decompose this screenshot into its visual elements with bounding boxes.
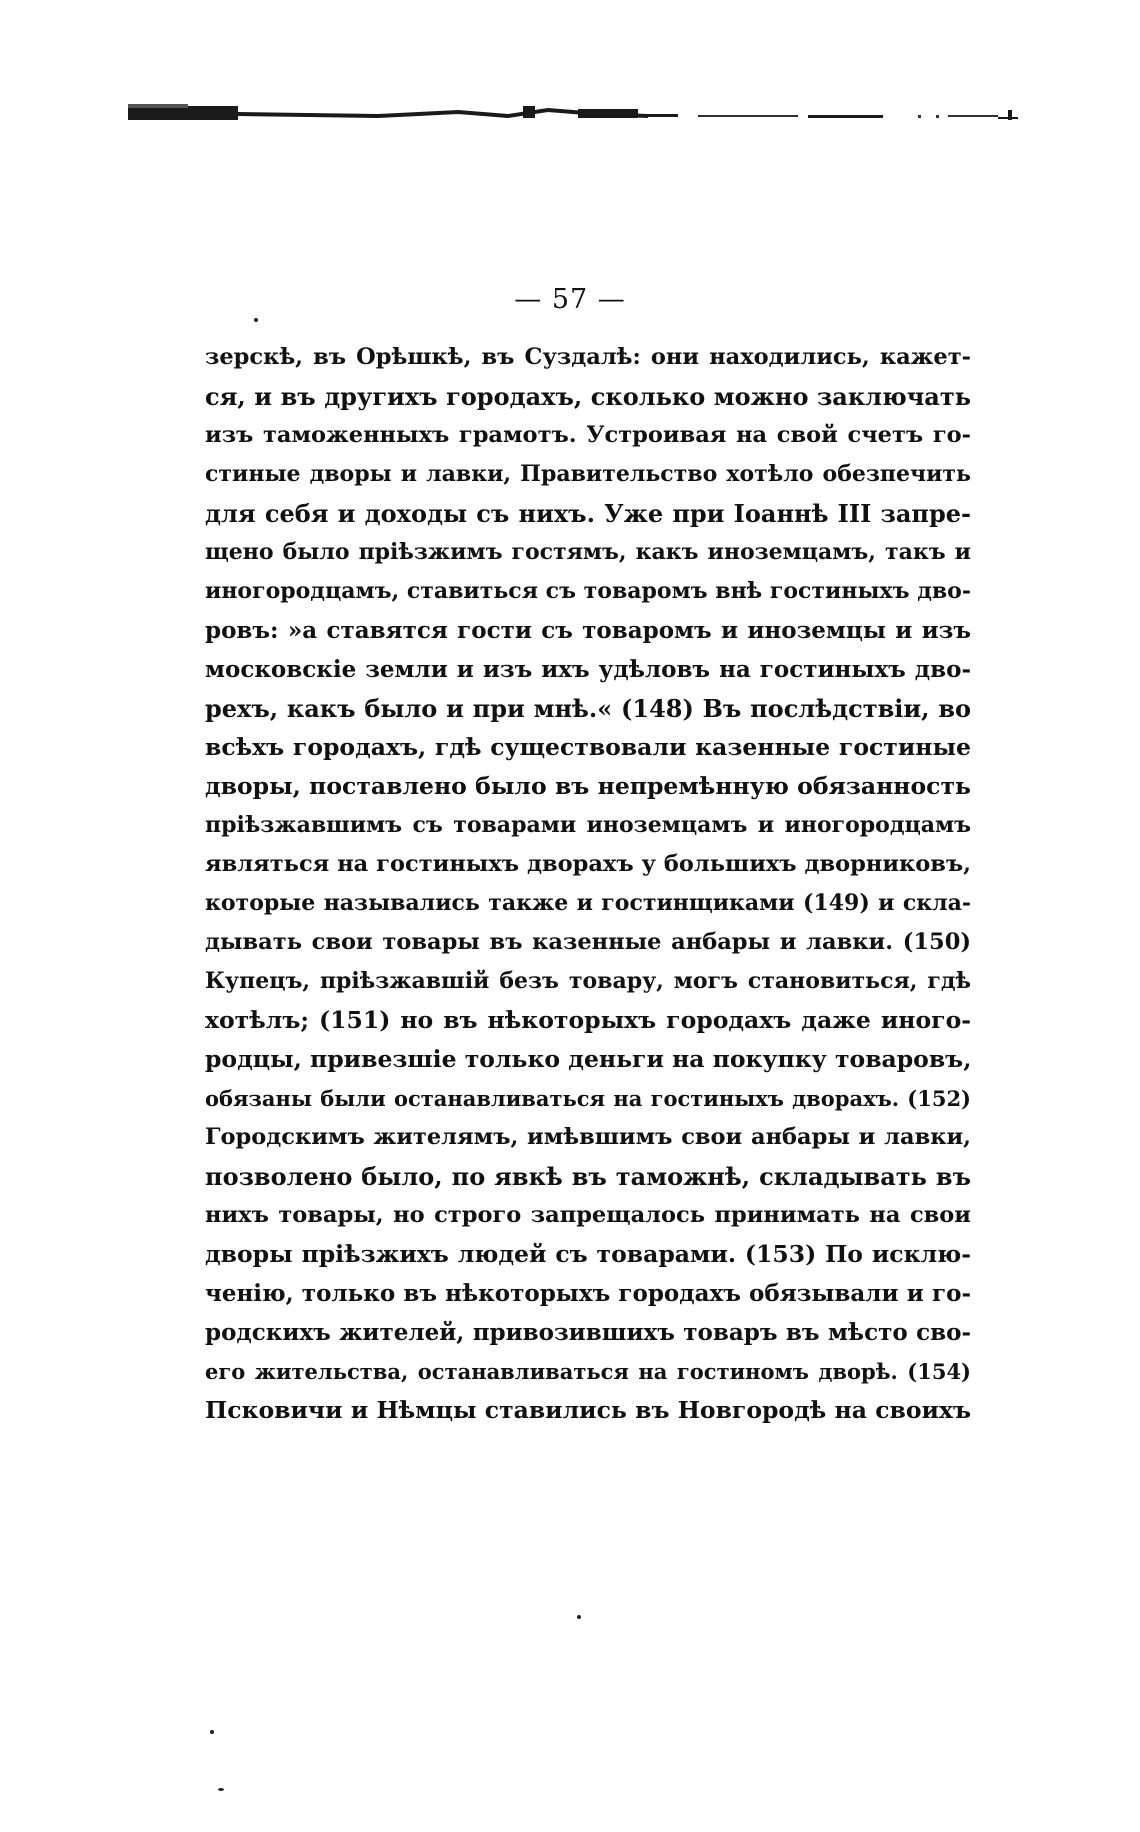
text-line: иногородцамъ, ставиться съ товаромъ внѣ гостиныхъ дво- [205, 578, 971, 604]
text-line: пріѣзжавшимъ съ товарами иноземцамъ и иногородцамъ [205, 812, 971, 838]
text-line: для себя и доходы съ нихъ. Уже при Іоаннѣ III запре- [205, 499, 971, 528]
text-line: рехъ, какъ было и при мнѣ.« (148) Въ послѣдствіи, во [205, 694, 971, 723]
body-text [205, 338, 971, 1430]
text-line: являться на гостиныхъ дворахъ у большихъ дворниковъ, [205, 851, 971, 877]
text-line: дывать свои товары въ казенные анбары и лавки. (150) [205, 929, 971, 955]
speck-mark [577, 1615, 581, 1619]
text-line: обязаны были останавливаться на гостиныхъ дворахъ. (152) [205, 1086, 971, 1111]
page-number: — 57 — [514, 284, 626, 315]
text-line: родскихъ жителей, привозившихъ товаръ въ мѣсто сво- [205, 1319, 971, 1346]
text-line: ся, и въ другихъ городахъ, сколько можно заключать [205, 382, 971, 411]
text-line: зерскѣ, въ Орѣшкѣ, въ Суздалѣ: они находились, кажет- [205, 344, 971, 370]
text-line: хотѣлъ; (151) но въ нѣкоторыхъ городахъ даже иного- [205, 1006, 971, 1034]
text-line: московскіе земли и изъ ихъ удѣловъ на гостиныхъ дво- [205, 656, 971, 683]
text-line: Псковичи и Нѣмцы ставились въ Новгородѣ на своихъ [205, 1396, 971, 1424]
text-line: стиные дворы и лавки, Правительство хотѣло обезпечить [205, 461, 971, 487]
text-line: его жительства, останавливаться на гостиномъ дворѣ. (154) [205, 1359, 971, 1384]
text-line: Купецъ, пріѣзжавшій безъ товару, могъ становиться, гдѣ [205, 968, 971, 994]
text-line: нихъ товары, но строго запрещалось принимать на свои [205, 1202, 971, 1228]
text-line: Городскимъ жителямъ, имѣвшимъ свои анбары и лавки, [205, 1124, 971, 1150]
speck-mark [218, 1788, 224, 1791]
text-line: дворы, поставлено было въ непремѣнную обязанность [205, 772, 971, 800]
text-line: всѣхъ городахъ, гдѣ существовали казенные гостиные [205, 733, 971, 761]
text-line: позволено было, по явкѣ въ таможнѣ, складывать въ [205, 1162, 971, 1191]
text-line: изъ таможенныхъ грамотъ. Устроивая на свой счетъ го- [205, 422, 971, 448]
text-line: щено было пріѣзжимъ гостямъ, какъ иноземцамъ, такъ и [205, 539, 971, 565]
scanned-page-edge [128, 100, 1048, 130]
speck-mark [210, 1730, 214, 1734]
text-line: дворы пріѣзжихъ людей съ товарами. (153) По исклю- [205, 1240, 971, 1268]
text-line: ченію, только въ нѣкоторыхъ городахъ обязывали и го- [205, 1280, 971, 1307]
text-line: которые назывались также и гостинщиками (149) и скла- [205, 890, 971, 916]
text-line: родцы, привезшіе только деньги на покупку товаровъ, [205, 1045, 971, 1073]
text-line: ровъ: »а ставятся гости съ товаромъ и иноземцы и изъ [205, 617, 971, 644]
speck-mark [254, 318, 258, 322]
